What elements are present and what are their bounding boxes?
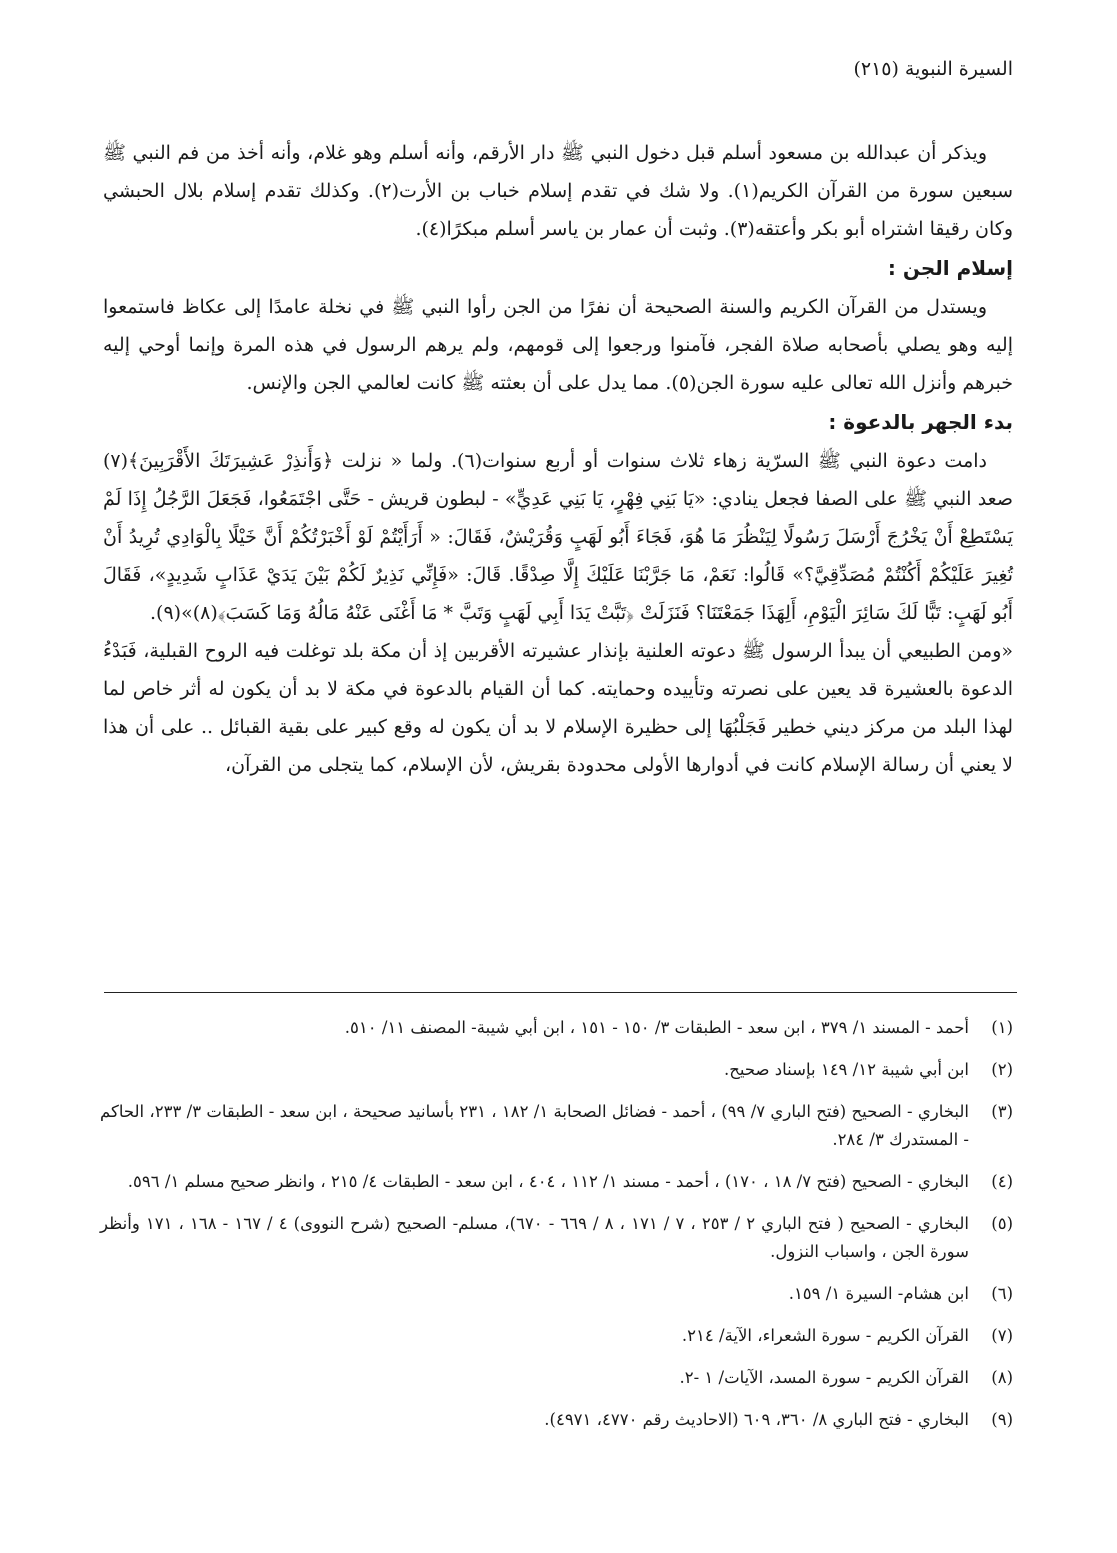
footnote-text: البخاري - الصحيح ( فتح الباري ٢ / ٢٥٣ ، ٧ / ١٧١ ، ٨ / ٦٦٩ - ٦٧٠)، مسلم- الصحيح (شرح النووى) ٤ / ١٦٧ - ١٦٨ ، ١٧١ وأنظر سورة الجن ، واسباب النزول. — [100, 1214, 969, 1261]
footnote-text: ابن هشام- السيرة ١/ ١٥٩. — [788, 1284, 969, 1303]
running-header: السيرة النبوية (٢١٥) — [853, 58, 1013, 80]
footnote — [100, 1210, 1013, 1266]
footnote — [100, 1406, 1013, 1434]
section-heading-public-call: بدء الجهر بالدعوة : — [828, 410, 1013, 434]
footnote-number: (٩) — [991, 1410, 1013, 1429]
main-text — [103, 134, 1013, 784]
paragraph-ibn-masud: ويذكر أن عبدالله بن مسعود أسلم قبل دخول النبي ﷺ دار الأرقم، وأنه أسلم وهو غلام، وأنه أخذ من فم النبي ﷺ سبعين سورة من القرآن الكريم(١). ولا شك في تقدم إسلام خباب بن الأرت(٢). وكذلك تقدم إسلام بلال الحبشي وكان رقيقا اشتراه أبو بكر وأعتقه(٣). وثبت أن عمار بن ياسر أسلم مبكرًا(٤). — [103, 142, 1014, 240]
footnote-number: (٦) — [991, 1284, 1013, 1303]
footnote — [100, 1322, 1013, 1350]
footnote-text: القرآن الكريم - سورة المسد، الآيات/ ١ -٢. — [679, 1368, 969, 1387]
footnote-text: البخاري - فتح الباري ٨/ ٣٦٠، ٦٠٩ (الاحاديث رقم ٤٧٧٠، ٤٩٧١). — [544, 1410, 969, 1429]
paragraph-public-call: دامت دعوة النبي ﷺ السرّية زهاء ثلاث سنوات أو أربع سنوات(٦). ولما « نزلت ﴿وَأَنذِرْ عَشِيرَتَكَ الأَقْرَبِينَ﴾(٧) صعد النبي ﷺ على الصفا فجعل ينادي: «يَا بَنِي فِهْرٍ، يَا بَنِي عَدِيٍّ» - لبطون قريش - حَتَّى اجْتَمَعُوا، فَجَعَلَ الرَّجُلُ إِذَا لَمْ يَسْتَطِعْ أَنْ يَخْرُجَ أَرْسَلَ رَسُولًا لِيَنْظُرَ مَا هُوَ، فَجَاءَ أَبُو لَهَبٍ وَقُرَيْشٌ، فَقَالَ: « أَرَأَيْتُمْ لَوْ أَخْبَرْتُكُمْ أَنَّ خَيْلًا بِالْوَادِي تُرِيدُ أَنْ تُغِيرَ عَلَيْكُمْ أَكُنْتُمْ مُصَدِّقِيَّ؟» قَالُوا: نَعَمْ، مَا جَرَّبْنَا عَلَيْكَ إِلَّا صِدْقًا. قَالَ: «فَإِنِّي نَذِيرٌ لَكُمْ بَيْنَ يَدَيْ عَذَابٍ شَدِيدٍ»، فَقَالَ أَبُو لَهَبٍ: تَبًّا لَكَ سَائِرَ الْيَوْمِ، أَلِهَذَا جَمَعْتَنَا؟ فَنَزَلَتْ ﴿تَبَّتْ يَدَا أَبِي لَهَبٍ وَتَبَّ * مَا أَغْنَى عَنْهُ مَالُهُ وَمَا كَسَبَ﴾(٨)»(٩). — [103, 450, 1013, 624]
footnote — [100, 1098, 1013, 1154]
footnote-number: (٥) — [991, 1214, 1013, 1233]
footnote — [100, 1364, 1013, 1392]
footnote-text: ابن أبي شيبة ١٢/ ١٤٩ بإسناد صحيح. — [724, 1060, 969, 1079]
footnote-number: (٣) — [991, 1102, 1013, 1121]
footnote-number: (٢) — [991, 1060, 1013, 1079]
paragraph-jinn: ويستدل من القرآن الكريم والسنة الصحيحة أن نفرًا من الجن رأوا النبي ﷺ في نخلة عامدًا إلى عكاظ فاستمعوا إليه وهو يصلي بأصحابه صلاة الفجر، فآمنوا ورجعوا إلى قومهم، ولم يرهم الرسول في هذه المرة وإنما أوحي إليه خبرهم وأنزل الله تعالى عليه سورة الجن(٥). مما يدل على أن بعثته ﷺ كانت لعالمي الجن والإنس. — [103, 296, 1013, 394]
section-heading-jinn: إسلام الجن : — [887, 256, 1013, 280]
footnote-text: القرآن الكريم - سورة الشعراء، الآية/ ٢١٤. — [681, 1326, 969, 1345]
footnote — [100, 1280, 1013, 1308]
footnote-number: (٧) — [991, 1326, 1013, 1345]
footnote-text: البخاري - الصحيح (فتح ٧/ ١٨ ، ١٧٠) ، أحمد - مسند ١/ ١١٢ ، ٤٠٤ ، ابن سعد - الطبقات ٤/ ٢١٥ ، وانظر صحيح مسلم ١/ ٥٩٦. — [127, 1172, 969, 1191]
footnote-number: (٨) — [991, 1368, 1013, 1387]
footnote-text: أحمد - المسند ١/ ٣٧٩ ، ابن سعد - الطبقات ٣/ ١٥٠ - ١٥١ ، ابن أبي شيبة- المصنف ١١/ ٥١٠. — [344, 1018, 969, 1037]
footnote-number: (١) — [991, 1018, 1013, 1037]
footnote — [100, 1056, 1013, 1084]
footnote-number: (٤) — [991, 1172, 1013, 1191]
paragraph-quote: «ومن الطبيعي أن يبدأ الرسول ﷺ دعوته العلنية بإنذار عشيرته الأقربين إذ أن مكة بلد توغلت فيه الروح القبلية، فَبَدْءُ الدعوة بالعشيرة قد يعين على نصرته وتأييده وحمايته. كما أن القيام بالدعوة في مكة لا بد أن يكون له أثر خاص لما لهذا البلد من مركز ديني خطير فَجَلْبُهَا إلى حظيرة الإسلام لا بد أن يكون له وقع كبير على بقية القبائل .. على أن هذا لا يعني أن رسالة الإسلام كانت في أدوارها الأولى محدودة بقريش، لأن الإسلام، كما يتجلى من القرآن، — [103, 640, 1013, 776]
footnotes — [100, 1014, 1013, 1448]
footnote — [100, 1168, 1013, 1196]
footnote-divider — [104, 992, 1017, 993]
footnote-text: البخاري - الصحيح (فتح الباري ٧/ ٩٩) ، أحمد - فضائل الصحابة ١/ ١٨٢ ، ٢٣١ بأسانيد صحيحة ، ابن سعد - الطبقات ٣/ ٢٣٣، الحاكم - المستدرك ٣/ ٢٨٤. — [100, 1102, 969, 1149]
footnote — [100, 1014, 1013, 1042]
